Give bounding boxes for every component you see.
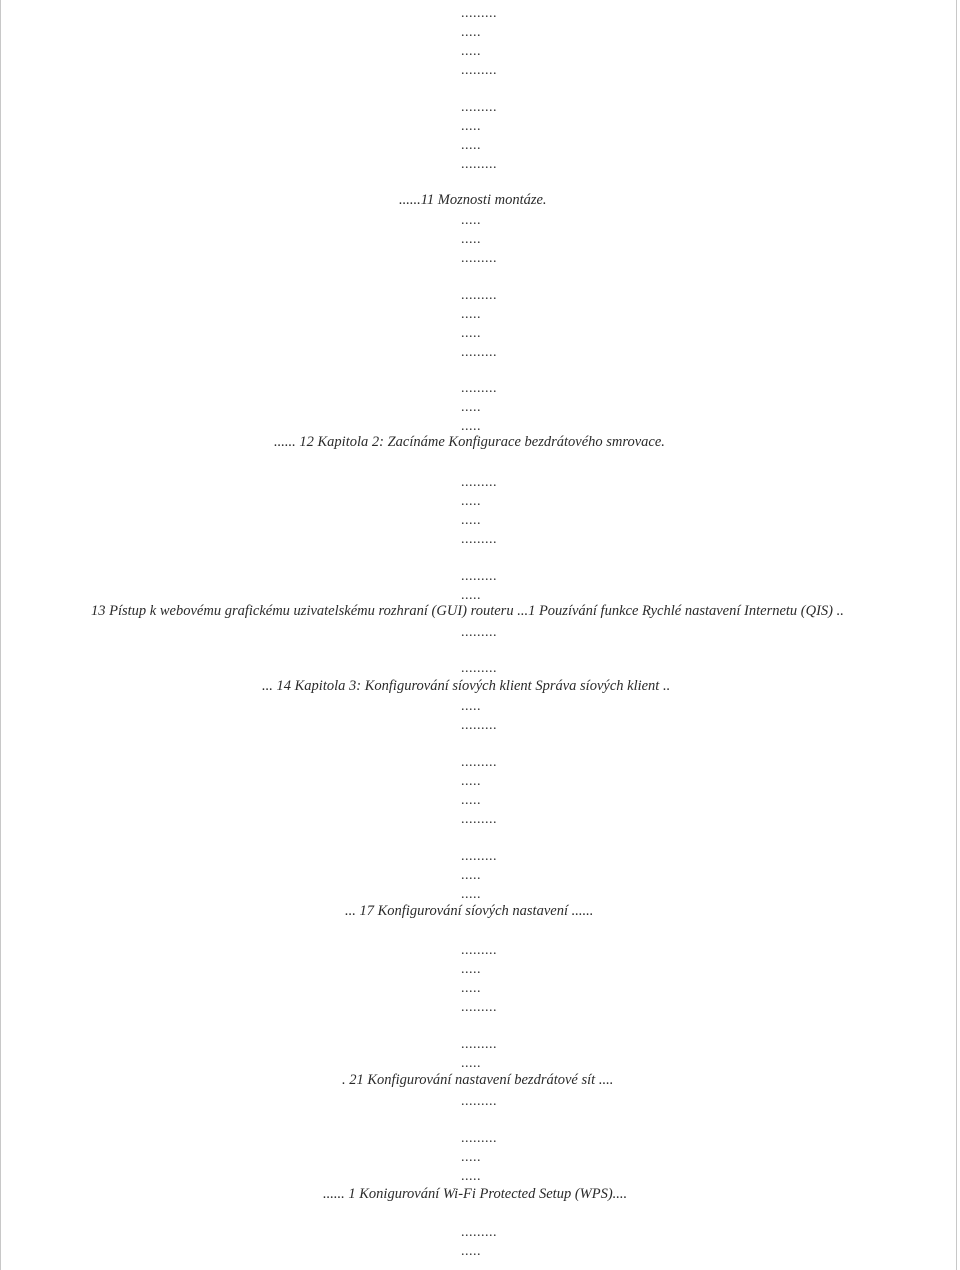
toc-leader-line: ..... [461, 400, 481, 415]
toc-leader-line: ..... [461, 1169, 481, 1184]
toc-leader-line: ......... [461, 63, 497, 78]
toc-leader-line: ......... [461, 157, 497, 172]
toc-leader-line: ..... [461, 119, 481, 134]
toc-leader-line: ......... [461, 569, 497, 584]
toc-entry-pristup-gui[interactable]: 13 Pístup k webovému grafickému uzivatelskému rozhraní (GUI) routeru ...1 Pouzívání funkce Rychlé nastavení Internetu (QIS) .. [91, 603, 844, 619]
toc-leader-line: ......... [461, 1131, 497, 1146]
toc-entry-kapitola-3[interactable]: ... 14 Kapitola 3: Konfigurování síových klient Správa síových klient .. [262, 678, 671, 694]
toc-leader-line: ......... [461, 1094, 497, 1109]
toc-leader-line: ..... [461, 232, 481, 247]
toc-leader-line: ..... [461, 981, 481, 996]
toc-leader-line: ......... [461, 475, 497, 490]
toc-leader-line: ..... [461, 25, 481, 40]
toc-leader-line: ..... [461, 774, 481, 789]
toc-leader-line: ..... [461, 513, 481, 528]
toc-leader-line: ..... [461, 138, 481, 153]
toc-leader-line: ......... [461, 812, 497, 827]
toc-leader-line: ......... [461, 1037, 497, 1052]
toc-leader-line: ..... [461, 588, 481, 603]
toc-entry-sitova-nastaveni[interactable]: ... 17 Konfigurování síových nastavení ...... [345, 903, 594, 919]
toc-leader-line: ......... [461, 251, 497, 266]
toc-leader-line: ..... [461, 1150, 481, 1165]
toc-leader-line: ..... [461, 962, 481, 977]
toc-leader-line: ..... [461, 793, 481, 808]
toc-leader-line: ..... [461, 419, 481, 434]
toc-leader-line: ..... [461, 326, 481, 341]
toc-leader-line: ......... [461, 345, 497, 360]
toc-leader-line: ..... [461, 44, 481, 59]
toc-leader-line: ......... [461, 943, 497, 958]
toc-leader-line: ......... [461, 100, 497, 115]
toc-entry-kapitola-2[interactable]: ...... 12 Kapitola 2: Zacínáme Konfigurace bezdrátového smrovace. [274, 434, 665, 450]
toc-leader-line: ......... [461, 288, 497, 303]
toc-leader-line: ......... [461, 661, 497, 676]
toc-entry-wps[interactable]: ...... 1 Konigurování Wi-Fi Protected Setup (WPS).... [323, 1186, 628, 1202]
toc-leader-line: ......... [461, 381, 497, 396]
toc-leader-line: ......... [461, 1225, 497, 1240]
toc-entry-moznosti-montaze[interactable]: ......11 Moznosti montáze. [399, 192, 547, 208]
toc-leader-line: ......... [461, 1000, 497, 1015]
toc-leader-line: ..... [461, 307, 481, 322]
toc-leader-line: ..... [461, 868, 481, 883]
toc-leader-line: ......... [461, 532, 497, 547]
toc-leader-line: ..... [461, 1056, 481, 1071]
toc-leader-line: ......... [461, 755, 497, 770]
toc-leader-line: ..... [461, 494, 481, 509]
toc-leader-line: ..... [461, 887, 481, 902]
toc-leader-line: ......... [461, 625, 497, 640]
toc-leader-line: ......... [461, 6, 497, 21]
toc-leader-line: ..... [461, 699, 481, 714]
toc-entry-bezdratova-sit[interactable]: . 21 Konfigurování nastavení bezdrátové sít .... [342, 1072, 614, 1088]
toc-leader-line: ..... [461, 1244, 481, 1259]
toc-leader-line: ..... [461, 213, 481, 228]
toc-leader-line: ......... [461, 849, 497, 864]
toc-leader-line: ......... [461, 718, 497, 733]
